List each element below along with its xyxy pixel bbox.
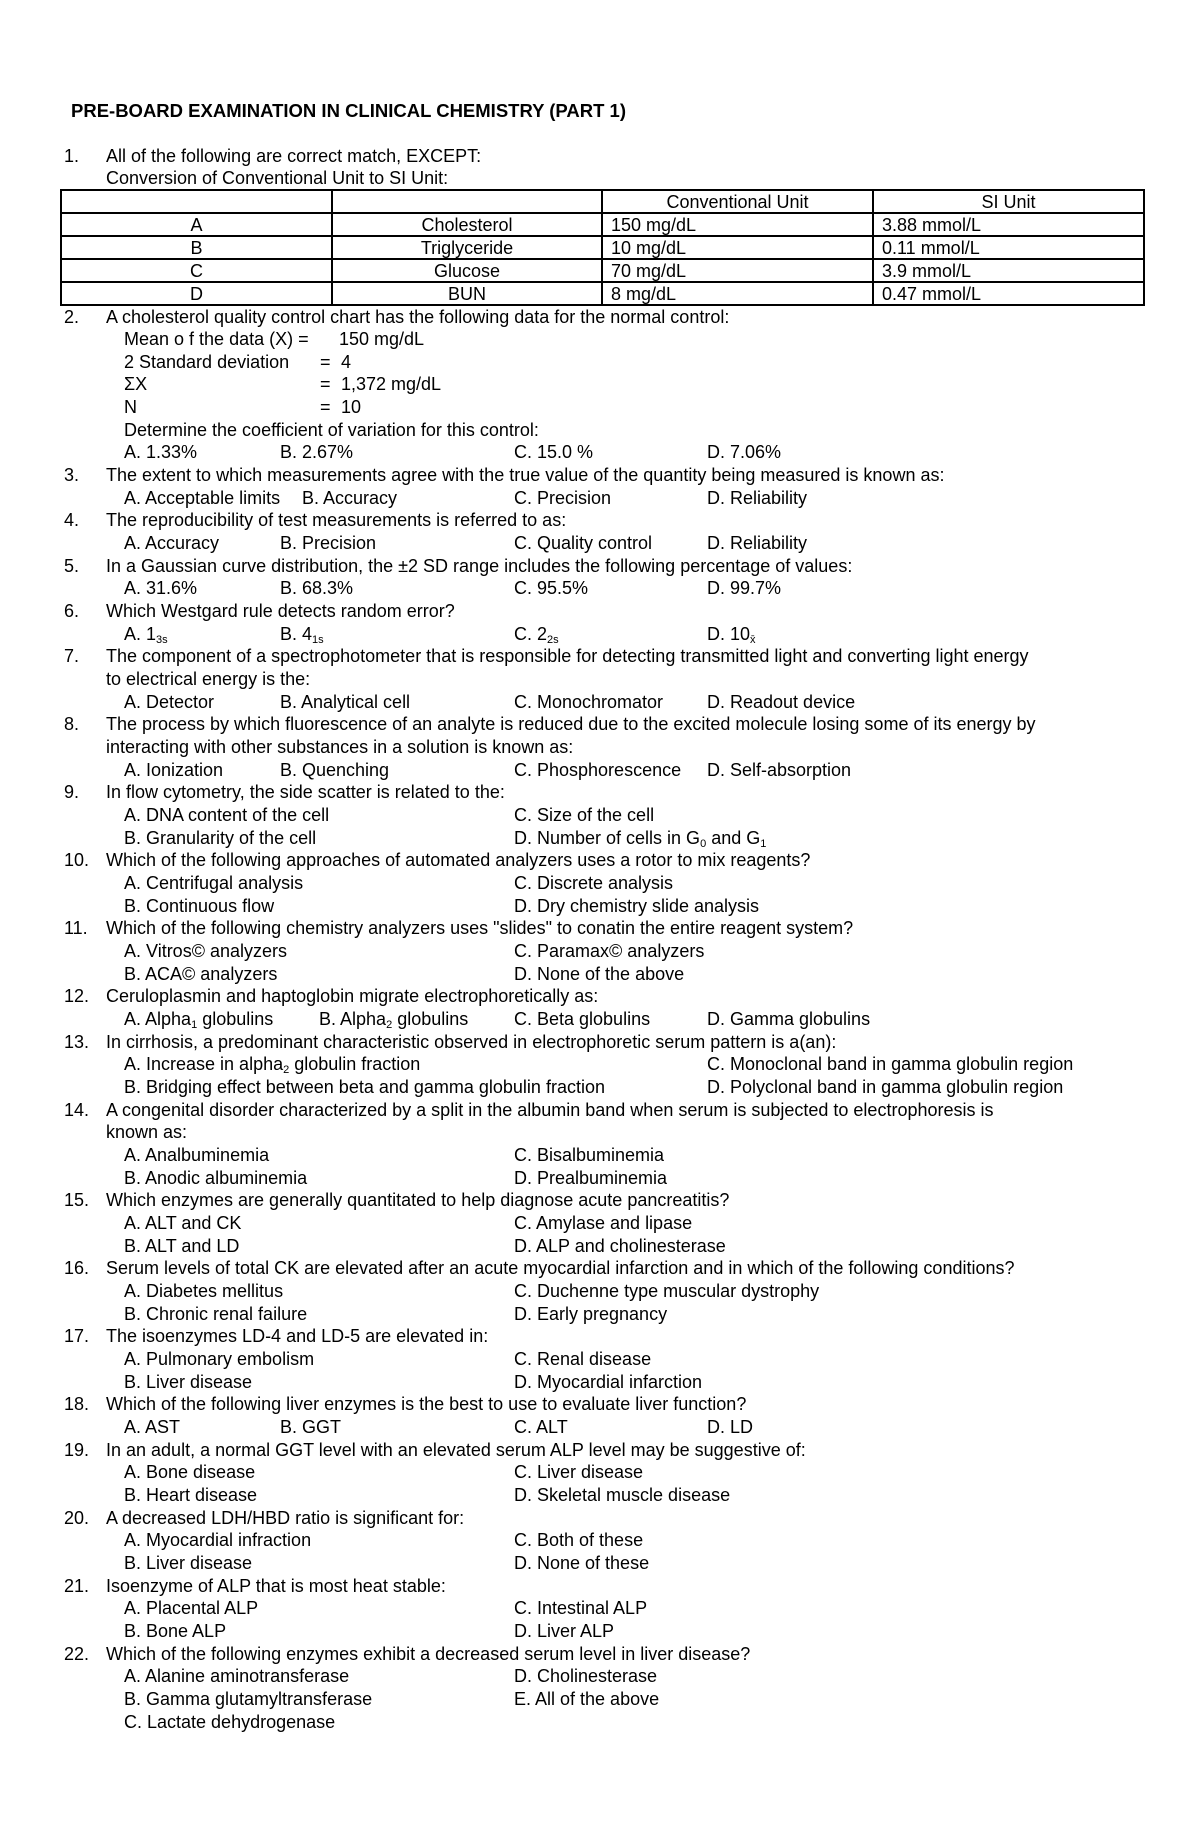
option-a[interactable]: A. Accuracy — [124, 533, 220, 553]
options-row — [0, 691, 1200, 713]
option-d[interactable]: D. Cholinesterase — [514, 1666, 658, 1686]
question-text: Which of the following approaches of automated analyzers uses a rotor to mix reagents? — [106, 850, 811, 870]
option-c[interactable]: C. 95.5% — [514, 578, 589, 598]
option-b[interactable]: B. Anodic albuminemia — [124, 1168, 308, 1188]
option-b[interactable]: B. Liver disease — [124, 1553, 253, 1573]
option-b[interactable]: B. GGT — [280, 1417, 342, 1437]
question-20 — [0, 1507, 1200, 1529]
question-text: In a Gaussian curve distribution, the ±2 SD range includes the following percentage of values: — [106, 556, 853, 576]
option-b[interactable]: B. Bone ALP — [124, 1621, 227, 1641]
option-b[interactable]: B. ACA© analyzers — [124, 964, 278, 984]
options-row — [0, 1303, 1200, 1325]
table-cell: 0.47 mmol/L — [873, 282, 1144, 305]
question-21 — [0, 1575, 1200, 1597]
table-cell: 8 mg/dL — [602, 282, 873, 305]
question-9 — [0, 781, 1200, 803]
option-a[interactable]: A. Ionization — [124, 760, 224, 780]
question-text: A cholesterol quality control chart has the following data for the normal control: — [106, 307, 730, 327]
options-row — [0, 623, 1200, 645]
option-a[interactable]: A. AST — [124, 1417, 181, 1437]
data-value: 10 — [341, 397, 362, 417]
options-row — [0, 1053, 1200, 1075]
option-a[interactable]: A. Bone disease — [124, 1462, 256, 1482]
question-number: 13. — [64, 1032, 90, 1052]
question-text: The isoenzymes LD-4 and LD-5 are elevated in: — [106, 1326, 489, 1346]
exam-title: PRE-BOARD EXAMINATION IN CLINICAL CHEMISTRY (PART 1) — [71, 100, 627, 121]
question-number: 7. — [64, 646, 80, 666]
data-equals: = — [320, 352, 331, 372]
options-row — [0, 1597, 1200, 1619]
option-c[interactable]: C. Discrete analysis — [514, 873, 674, 893]
question-text: Which of the following enzymes exhibit a decreased serum level in liver disease? — [106, 1644, 751, 1664]
question-number: 15. — [64, 1190, 90, 1210]
option-d[interactable]: D. Gamma globulins — [707, 1009, 871, 1029]
question-1-subtext — [0, 167, 1200, 189]
option-c[interactable]: C. $2_{2s}$ — [514, 624, 559, 646]
option-c[interactable]: C. Bisalbuminemia — [514, 1145, 665, 1165]
options-row — [0, 577, 1200, 599]
question-4 — [0, 509, 1200, 531]
option-c[interactable]: C. Liver disease — [514, 1462, 644, 1482]
table-cell: D — [61, 282, 332, 305]
question-text-cont: interacting with other substances in a solution is known as: — [106, 737, 574, 757]
options-row — [0, 804, 1200, 826]
question-text: The reproducibility of test measurements is referred to as: — [106, 510, 567, 530]
question-number: 4. — [64, 510, 80, 530]
question-number: 19. — [64, 1440, 90, 1460]
question-12 — [0, 985, 1200, 1007]
option-a[interactable]: A. Placental ALP — [124, 1598, 259, 1618]
option-d[interactable]: D. Skeletal muscle disease — [514, 1485, 731, 1505]
question-number: 22. — [64, 1644, 90, 1664]
options-row — [0, 895, 1200, 917]
table-cell: BUN — [332, 282, 602, 305]
table-header-row — [61, 190, 1144, 213]
options-row — [0, 441, 1200, 463]
table-cell: 150 mg/dL — [602, 213, 873, 236]
option-d[interactable]: D. Polyclonal band in gamma globulin region — [707, 1077, 1064, 1097]
option-d[interactable]: D. Self-absorption — [707, 760, 852, 780]
question-2 — [0, 306, 1200, 328]
question-number: 2. — [64, 307, 80, 327]
option-a[interactable]: A. Alpha$_1$ globulins — [124, 1009, 274, 1031]
question-5 — [0, 555, 1200, 577]
table-cell: 3.9 mmol/L — [873, 259, 1144, 282]
question-number: 6. — [64, 601, 80, 621]
options-row — [0, 1461, 1200, 1483]
option-b[interactable]: B. 68.3% — [280, 578, 354, 598]
question-number: 9. — [64, 782, 80, 802]
data-value: 150 mg/dL — [339, 329, 425, 349]
table-header-cell: Conventional Unit — [602, 190, 873, 213]
option-b[interactable]: B. ALT and LD — [124, 1236, 240, 1256]
option-b[interactable]: B. Chronic renal failure — [124, 1304, 308, 1324]
question-text: The extent to which measurements agree with the true value of the quantity being measured is known as: — [106, 465, 945, 485]
data-label: Mean o f the data (X) = — [124, 329, 309, 349]
question-17 — [0, 1325, 1200, 1347]
options-row — [0, 1076, 1200, 1098]
question-text: In cirrhosis, a predominant characteristic observed in electrophoretic serum pattern is a(an): — [106, 1032, 837, 1052]
options-row — [0, 487, 1200, 509]
option-b[interactable]: B. Alpha$_2$ globulins — [319, 1009, 469, 1031]
question-text: In an adult, a normal GGT level with an elevated serum ALP level may be suggestive of: — [106, 1440, 806, 1460]
options-row — [0, 532, 1200, 554]
option-c[interactable]: C. Beta globulins — [514, 1009, 651, 1029]
options-row — [0, 1371, 1200, 1393]
option-a[interactable]: A. Analbuminemia — [124, 1145, 270, 1165]
data-equals: = — [320, 397, 331, 417]
conversion-table — [60, 189, 1145, 306]
option-a[interactable]: A. 1.33% — [124, 442, 198, 462]
option-b[interactable]: B. Analytical cell — [280, 692, 411, 712]
option-d[interactable]: D. Liver ALP — [514, 1621, 615, 1641]
option-c[interactable]: C. Intestinal ALP — [514, 1598, 648, 1618]
question-number: 18. — [64, 1394, 90, 1414]
option-c[interactable]: C. Duchenne type muscular dystrophy — [514, 1281, 820, 1301]
options-row — [0, 940, 1200, 962]
option-a[interactable]: A. ALT and CK — [124, 1213, 242, 1233]
data-line — [0, 396, 1200, 418]
question-19 — [0, 1439, 1200, 1461]
option-d[interactable]: D. Dry chemistry slide analysis — [514, 896, 760, 916]
option-a[interactable]: A. Pulmonary embolism — [124, 1349, 315, 1369]
question-text: The process by which fluorescence of an analyte is reduced due to the excited molecule losing some of its energy by — [106, 714, 1036, 734]
option-a[interactable]: A. Alanine aminotransferase — [124, 1666, 350, 1686]
question-2-ask — [0, 419, 1200, 441]
option-a[interactable]: A. Vitros© analyzers — [124, 941, 287, 961]
option-d[interactable]: D. ALP and cholinesterase — [514, 1236, 726, 1256]
question-subtext: Conversion of Conventional Unit to SI Unit: — [106, 168, 449, 188]
question-number: 21. — [64, 1576, 90, 1596]
options-row — [0, 1529, 1200, 1551]
question-22 — [0, 1643, 1200, 1665]
options-row — [0, 1711, 1200, 1733]
question-text: Which of the following chemistry analyzers uses "slides" to conatin the entire reagent system? — [106, 918, 854, 938]
question-number: 3. — [64, 465, 80, 485]
option-a[interactable]: A. DNA content of the cell — [124, 805, 330, 825]
data-line — [0, 351, 1200, 373]
options-row — [0, 1167, 1200, 1189]
option-a[interactable]: A. Increase in alpha$_2$ globulin fraction — [124, 1054, 421, 1076]
question-14-cont — [0, 1121, 1200, 1143]
question-text: All of the following are correct match, EXCEPT: — [106, 146, 482, 166]
data-value: 4 — [341, 352, 352, 372]
options-row — [0, 1144, 1200, 1166]
data-label: ΣX — [124, 374, 148, 394]
option-d[interactable]: D. Readout device — [707, 692, 856, 712]
option-d[interactable]: D. 99.7% — [707, 578, 782, 598]
question-text-cont: known as: — [106, 1122, 188, 1142]
question-number: 8. — [64, 714, 80, 734]
table-cell: 70 mg/dL — [602, 259, 873, 282]
options-row — [0, 1348, 1200, 1370]
question-number: 20. — [64, 1508, 90, 1528]
question-1 — [0, 145, 1200, 167]
options-row — [0, 1552, 1200, 1574]
question-number: 11. — [64, 918, 88, 938]
question-text-cont: to electrical energy is the: — [106, 669, 311, 689]
option-b[interactable]: B. Heart disease — [124, 1485, 258, 1505]
option-a[interactable]: A. Detector — [124, 692, 215, 712]
option-b[interactable]: B. Accuracy — [302, 488, 398, 508]
option-b[interactable]: B. Granularity of the cell — [124, 828, 317, 848]
option-b[interactable]: B. $4_{1s}$ — [280, 624, 324, 646]
question-text: A congenital disorder characterized by a split in the albumin band when serum is subjected to electrophoresis is — [106, 1100, 994, 1120]
option-c[interactable]: C. Renal disease — [514, 1349, 652, 1369]
data-label: 2 Standard deviation — [124, 352, 290, 372]
option-d[interactable]: D. None of the above — [514, 964, 685, 984]
table-row — [61, 259, 1144, 282]
question-text: A decreased LDH/HBD ratio is significant for: — [106, 1508, 465, 1528]
question-subtext: Determine the coefficient of variation for this control: — [124, 420, 539, 440]
option-d[interactable]: D. 7.06% — [707, 442, 782, 462]
option-d[interactable]: D. Reliability — [707, 488, 808, 508]
table-cell: Glucose — [332, 259, 602, 282]
option-c[interactable]: C. Amylase and lipase — [514, 1213, 693, 1233]
table-header-cell — [332, 190, 602, 213]
option-c[interactable]: C. ALT — [514, 1417, 568, 1437]
option-b[interactable]: B. Bridging effect between beta and gamma globulin fraction — [124, 1077, 605, 1097]
table-cell: C — [61, 259, 332, 282]
table-header-cell: SI Unit — [873, 190, 1144, 213]
option-c[interactable]: C. Monochromator — [514, 692, 664, 712]
option-b[interactable]: B. Liver disease — [124, 1372, 253, 1392]
table-row — [61, 213, 1144, 236]
question-text: Isoenzyme of ALP that is most heat stable: — [106, 1576, 446, 1596]
table-cell: Cholesterol — [332, 213, 602, 236]
data-label: N — [124, 397, 137, 417]
question-8-cont — [0, 736, 1200, 758]
option-d[interactable]: D. $10_{x̄}$ — [707, 624, 756, 646]
options-row — [0, 1235, 1200, 1257]
options-row — [0, 1665, 1200, 1687]
table-cell: Triglyceride — [332, 236, 602, 259]
option-d[interactable]: D. None of these — [514, 1553, 650, 1573]
table-header-cell — [61, 190, 332, 213]
option-c[interactable]: C. Quality control — [514, 533, 653, 553]
data-value: 1,372 mg/dL — [341, 374, 442, 394]
question-16 — [0, 1257, 1200, 1279]
question-number: 12. — [64, 986, 90, 1006]
option-a[interactable]: A. Diabetes mellitus — [124, 1281, 284, 1301]
option-d[interactable]: D. Number of cells in $G_0$ and $G_1$ — [514, 828, 767, 850]
options-row — [0, 1280, 1200, 1302]
question-number: 16. — [64, 1258, 90, 1278]
question-text: Which enzymes are generally quantitated to help diagnose acute pancreatitis? — [106, 1190, 730, 1210]
question-text: Ceruloplasmin and haptoglobin migrate electrophoretically as: — [106, 986, 599, 1006]
option-c[interactable]: C. Lactate dehydrogenase — [124, 1712, 336, 1732]
question-6 — [0, 600, 1200, 622]
question-text: Which Westgard rule detects random error? — [106, 601, 455, 621]
option-b[interactable]: B. Precision — [280, 533, 377, 553]
option-c[interactable]: C. Both of these — [514, 1530, 644, 1550]
table-cell: 10 mg/dL — [602, 236, 873, 259]
option-c[interactable]: C. Paramax© analyzers — [514, 941, 705, 961]
data-line — [0, 373, 1200, 395]
question-7 — [0, 645, 1200, 667]
question-15 — [0, 1189, 1200, 1211]
option-b[interactable]: B. Continuous flow — [124, 896, 275, 916]
option-b[interactable]: B. 2.67% — [280, 442, 354, 462]
question-number: 10. — [64, 850, 90, 870]
options-row — [0, 1212, 1200, 1234]
table-cell: A — [61, 213, 332, 236]
question-number: 1. — [64, 146, 80, 166]
table-cell: 3.88 mmol/L — [873, 213, 1144, 236]
table-row — [61, 282, 1144, 305]
question-10 — [0, 849, 1200, 871]
question-8 — [0, 713, 1200, 735]
option-c[interactable]: C. Monoclonal band in gamma globulin region — [707, 1054, 1074, 1074]
question-number: 14. — [64, 1100, 90, 1120]
options-row — [0, 827, 1200, 849]
options-row — [0, 1416, 1200, 1438]
options-row — [0, 963, 1200, 985]
option-a[interactable]: A. 31.6% — [124, 578, 198, 598]
options-row — [0, 759, 1200, 781]
question-text: In flow cytometry, the side scatter is related to the: — [106, 782, 505, 802]
option-d[interactable]: D. Early pregnancy — [514, 1304, 668, 1324]
question-7-cont — [0, 668, 1200, 690]
options-row — [0, 872, 1200, 894]
option-e[interactable]: E. All of the above — [514, 1689, 660, 1709]
option-a[interactable]: A. Centrifugal analysis — [124, 873, 304, 893]
option-d[interactable]: D. Myocardial infarction — [514, 1372, 703, 1392]
option-c[interactable]: C. Phosphorescence — [514, 760, 682, 780]
question-13 — [0, 1031, 1200, 1053]
option-b[interactable]: B. Gamma glutamyltransferase — [124, 1689, 373, 1709]
question-3 — [0, 464, 1200, 486]
question-text: Which of the following liver enzymes is the best to use to evaluate liver function? — [106, 1394, 747, 1414]
option-c[interactable]: C. Size of the cell — [514, 805, 655, 825]
question-number: 17. — [64, 1326, 90, 1346]
table-cell: B — [61, 236, 332, 259]
option-b[interactable]: B. Quenching — [280, 760, 390, 780]
option-c[interactable]: C. Precision — [514, 488, 612, 508]
table-cell: 0.11 mmol/L — [873, 236, 1144, 259]
question-text: Serum levels of total CK are elevated after an acute myocardial infarction and in which of the following conditions? — [106, 1258, 1015, 1278]
option-c[interactable]: C. 15.0 % — [514, 442, 594, 462]
options-row — [0, 1620, 1200, 1642]
option-d[interactable]: D. Prealbuminemia — [514, 1168, 668, 1188]
data-line — [0, 328, 1200, 350]
question-11 — [0, 917, 1200, 939]
option-d[interactable]: D. LD — [707, 1417, 754, 1437]
option-a[interactable]: A. Acceptable limits — [124, 488, 281, 508]
option-a[interactable]: A. $1_{3s}$ — [124, 624, 168, 646]
question-text: The component of a spectrophotometer that is responsible for detecting transmitted light and converting light energy — [106, 646, 1029, 666]
table-row — [61, 236, 1144, 259]
question-18 — [0, 1393, 1200, 1415]
data-equals: = — [320, 374, 331, 394]
question-number: 5. — [64, 556, 80, 576]
options-row — [0, 1484, 1200, 1506]
options-row — [0, 1688, 1200, 1710]
option-d[interactable]: D. Reliability — [707, 533, 808, 553]
option-a[interactable]: A. Myocardial infraction — [124, 1530, 312, 1550]
options-row — [0, 1008, 1200, 1030]
question-14 — [0, 1099, 1200, 1121]
